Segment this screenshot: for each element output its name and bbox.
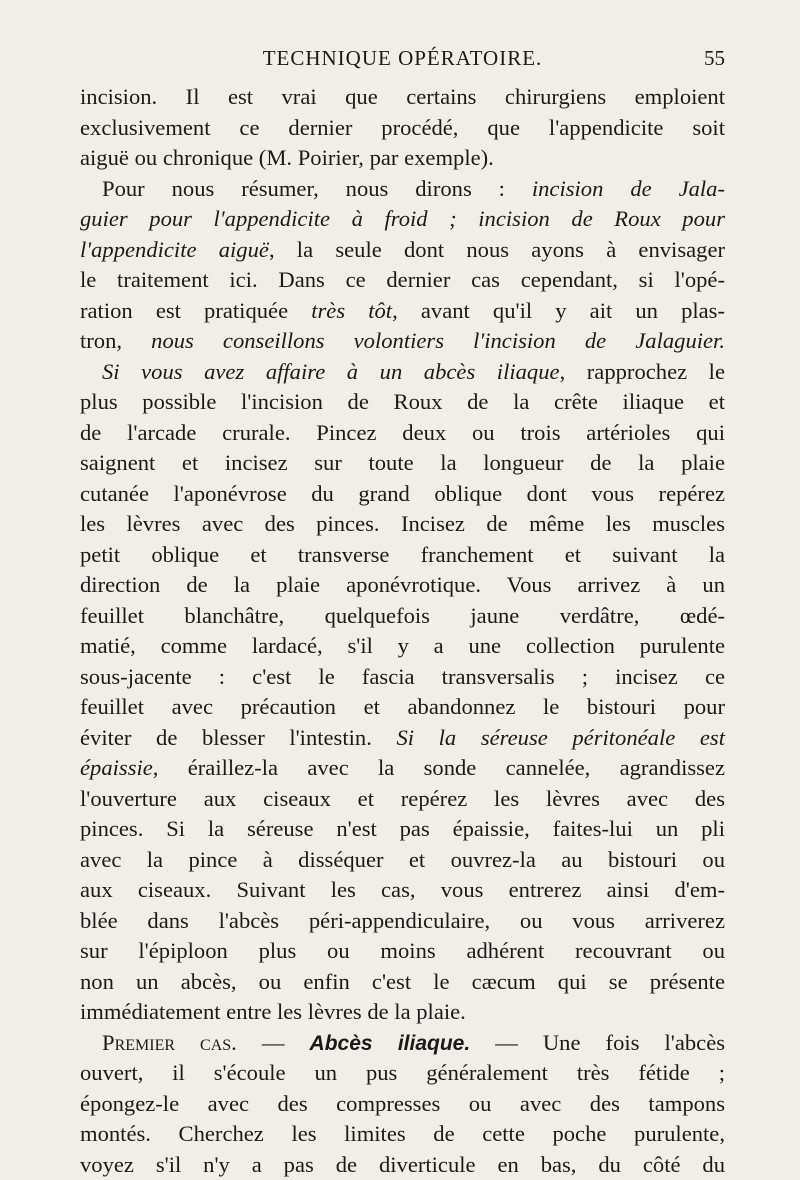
text-line: l'appendicite aiguë, la seule dont nous ayons à envisager	[80, 235, 725, 266]
page-header	[80, 42, 725, 76]
text-line: ration est pratiquée très tôt, avant qu'il y ait un plas-	[80, 296, 725, 327]
text-line: l'ouverture aux ciseaux et repérez les lèvres avec des	[80, 784, 725, 815]
text-line: pinces. Si la séreuse n'est pas épaissie, faites-lui un pli	[80, 814, 725, 845]
text-line: Premier cas. — Abcès iliaque. — Une fois l'abcès	[80, 1028, 725, 1059]
text-line: de l'arcade crurale. Pincez deux ou trois artérioles qui	[80, 418, 725, 449]
text-line: direction de la plaie aponévrotique. Vous arrivez à un	[80, 570, 725, 601]
text-line: plus possible l'incision de Roux de la crête iliaque et	[80, 387, 725, 418]
text-line: épaissie, éraillez-la avec la sonde cannelée, agrandissez	[80, 753, 725, 784]
text-line: matié, comme lardacé, s'il y a une collection purulente	[80, 631, 725, 662]
text-line: éviter de blesser l'intestin. Si la séreuse péritonéale est	[80, 723, 725, 754]
text-line: sur l'épiploon plus ou moins adhérent recouvrant ou	[80, 936, 725, 967]
text-line: exclusivement ce dernier procédé, que l'appendicite soit	[80, 113, 725, 144]
text-line: non un abcès, ou enfin c'est le cæcum qui se présente	[80, 967, 725, 998]
text-line: Si vous avez affaire à un abcès iliaque, rapprochez le	[80, 357, 725, 388]
section-label: Premier cas.	[102, 1030, 237, 1055]
text-line: les lèvres avec des pinces. Incisez de même les muscles	[80, 509, 725, 540]
text-line: aiguë ou chronique (M. Poirier, par exemple).	[80, 143, 725, 174]
text-line: avec la pince à disséquer et ouvrez-la au bistouri ou	[80, 845, 725, 876]
text-line: épongez-le avec des compresses ou avec des tampons	[80, 1089, 725, 1120]
text-line: incision. Il est vrai que certains chirurgiens emploient	[80, 82, 725, 113]
text-line: guier pour l'appendicite à froid ; incision de Roux pour	[80, 204, 725, 235]
running-title: TECHNIQUE OPÉRATOIRE.	[80, 46, 725, 71]
text-line: tron, nous conseillons volontiers l'incision de Jalaguier.	[80, 326, 725, 357]
text-line: aux ciseaux. Suivant les cas, vous entrerez ainsi d'em-	[80, 875, 725, 906]
text-line: feuillet avec précaution et abandonnez le bistouri pour	[80, 692, 725, 723]
text-line: cutanée l'aponévrose du grand oblique dont vous repérez	[80, 479, 725, 510]
section-heading: Abcès iliaque.	[310, 1032, 471, 1055]
page-number: 55	[704, 46, 725, 71]
text-line: Pour nous résumer, nous dirons : incision de Jala-	[80, 174, 725, 205]
text-line: sous-jacente : c'est le fascia transversalis ; incisez ce	[80, 662, 725, 693]
text-line: petit oblique et transverse franchement et suivant la	[80, 540, 725, 571]
text-line: blée dans l'abcès péri-appendiculaire, ou vous arriverez	[80, 906, 725, 937]
text-line: voyez s'il n'y a pas de diverticule en bas, du côté du	[80, 1150, 725, 1180]
text-line: montés. Cherchez les limites de cette poche purulente,	[80, 1119, 725, 1150]
text-line: saignent et incisez sur toute la longueur de la plaie	[80, 448, 725, 479]
text-line: feuillet blanchâtre, quelquefois jaune verdâtre, œdé-	[80, 601, 725, 632]
text-line: le traitement ici. Dans ce dernier cas cependant, si l'opé-	[80, 265, 725, 296]
text-line: immédiatement entre les lèvres de la plaie.	[80, 997, 725, 1028]
body-text	[80, 82, 725, 1180]
text-line: ouvert, il s'écoule un pus généralement très fétide ;	[80, 1058, 725, 1089]
